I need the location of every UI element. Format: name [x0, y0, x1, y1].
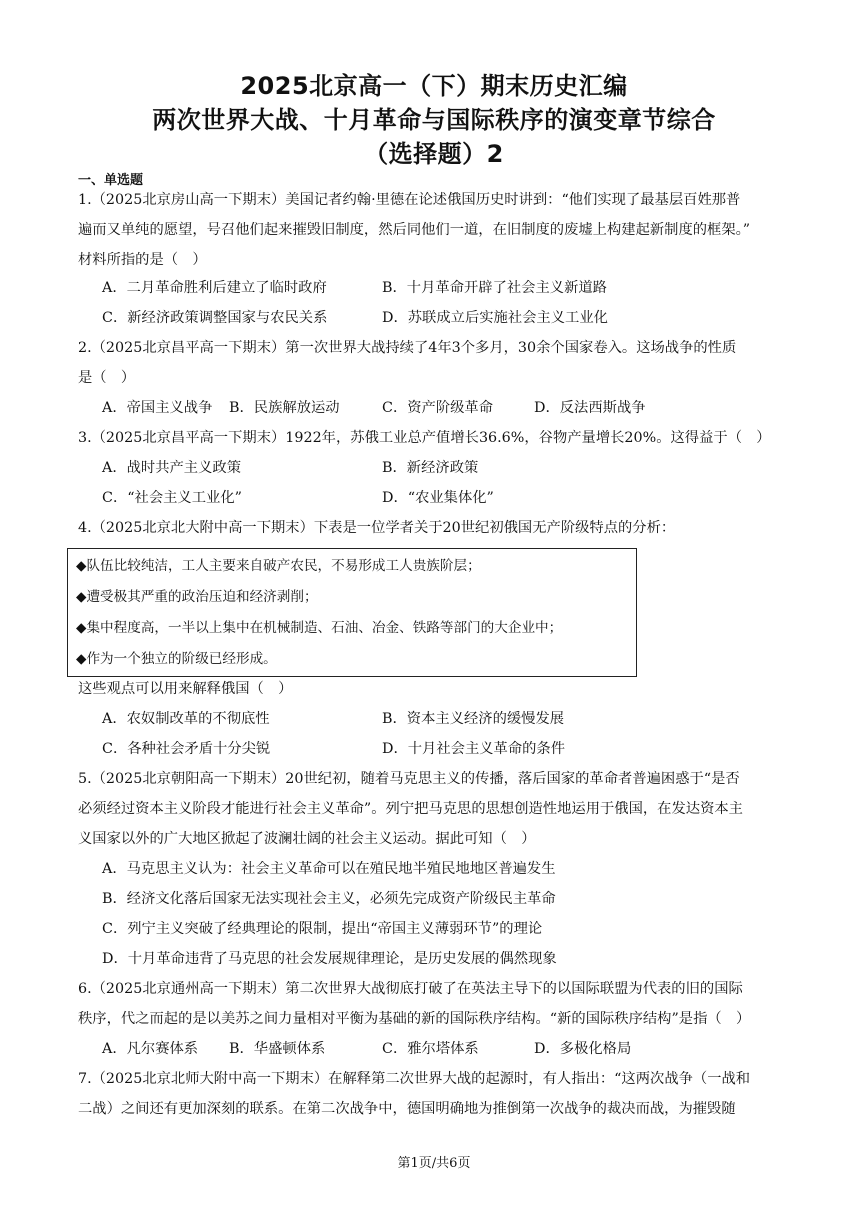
stem-line: 4.（2025北京北大附中高一下期末）下表是一位学者关于20世纪初俄国无产阶级特点的分析：: [78, 520, 676, 536]
option-c: C．新经济政策调整国家与农民关系: [102, 310, 328, 326]
analysis-table: [67, 548, 637, 677]
option-d: D．十月革命违背了马克思的社会发展规律理论，是历史发展的偶然现象: [102, 951, 557, 967]
stem-line: 7.（2025北京北师大附中高一下期末）在解释第二次世界大战的起源时，有人指出：“这两次战争（一战和: [78, 1071, 751, 1087]
option-c: C．各种社会矛盾十分尖锐: [102, 741, 271, 757]
option-c: C．“社会主义工业化”: [102, 490, 242, 506]
question-3-stem: [78, 423, 794, 453]
question-7-stem: [78, 1064, 794, 1124]
option-b: B．资本主义经济的缓慢发展: [382, 711, 565, 727]
stem-line: 材料所指的是（ ）: [78, 252, 207, 268]
stem-line: 这些观点可以用来解释俄国（ ）: [78, 681, 293, 697]
stem-line: 5.（2025北京朝阳高一下期末）20世纪初，随着马克思主义的传播，落后国家的革命者普遍困惑于“是否: [78, 771, 740, 787]
question-6-options: [102, 1034, 802, 1064]
option-b: B．新经济政策: [382, 460, 479, 476]
option-c: C．列宁主义突破了经典理论的限制，提出“帝国主义薄弱环节”的理论: [102, 921, 543, 937]
table-row: ◆遭受极其严重的政治压迫和经济剥削；: [76, 589, 318, 605]
question-4-options-row2: [102, 734, 802, 764]
question-6-stem: [78, 974, 794, 1034]
stem-line: 必须经过资本主义阶段才能进行社会主义革命”。列宁把马克思的思想创造性地运用于俄国，在发达资本主: [78, 801, 743, 817]
question-5-stem: [78, 764, 794, 854]
doc-title-line3: （选择题）2: [364, 140, 504, 168]
question-1-stem: [78, 185, 794, 275]
doc-title-line1: 2025北京高一（下）期末历史汇编: [240, 72, 628, 100]
option-b: B．华盛顿体系: [229, 1041, 326, 1057]
section-heading: 一、单选题: [78, 173, 144, 188]
question-5-option-a: [102, 854, 802, 884]
option-a: A．凡尔赛体系: [102, 1041, 199, 1057]
stem-line: 秩序，代之而起的是以美苏之间力量相对平衡为基础的新的国际秩序结构。“新的国际秩序结构”是指（ ）: [78, 1011, 751, 1027]
option-a: A．农奴制改革的不彻底性: [102, 711, 270, 727]
option-d: D．苏联成立后实施社会主义工业化: [382, 310, 608, 326]
option-c: C．资产阶级革命: [382, 400, 494, 416]
table-row: ◆作为一个独立的阶级已经形成。: [76, 651, 277, 667]
option-d: D．反法西斯战争: [534, 400, 646, 416]
stem-line: 6.（2025北京通州高一下期末）第二次世界大战彻底打破了在英法主导下的以国际联盟为代表的旧的国际: [78, 981, 743, 997]
stem-line: 是（ ）: [78, 370, 136, 386]
option-a: A．二月革命胜利后建立了临时政府: [102, 280, 327, 296]
question-2-options: [102, 393, 802, 423]
question-1-options-row2: [102, 303, 802, 333]
option-b: B．民族解放运动: [229, 400, 340, 416]
stem-line: 义国家以外的广大地区掀起了波澜壮阔的社会主义运动。据此可知（ ）: [78, 831, 536, 847]
option-b: B．十月革命开辟了社会主义新道路: [382, 280, 607, 296]
stem-line: 二战）之间还有更加深刻的联系。在第二次战争中，德国明确地为推倒第一次战争的裁决而战，为摧毁随: [78, 1101, 736, 1117]
stem-line: 2.（2025北京昌平高一下期末）第一次世界大战持续了4年3个多月，30余个国家卷入。这场战争的性质: [78, 340, 737, 356]
table-row: ◆队伍比较纯洁，工人主要来自破产农民，不易形成工人贵族阶层；: [76, 558, 481, 574]
question-5-option-b: [102, 884, 802, 914]
stem-line: 3.（2025北京昌平高一下期末）1922年，苏俄工业总产值增长36.6%，谷物产量增长20%。这得益于（ ）: [78, 430, 771, 446]
question-5-option-d: [102, 944, 802, 974]
question-3-options-row1: [102, 453, 802, 483]
doc-title-line2: 两次世界大战、十月革命与国际秩序的演变章节综合: [152, 106, 716, 134]
option-c: C．雅尔塔体系: [382, 1041, 479, 1057]
option-d: D．“农业集体化”: [382, 490, 494, 506]
stem-line: 1.（2025北京房山高一下期末）美国记者约翰·里德在论述俄国历史时讲到：“他们实现了最基层百姓那普: [78, 192, 741, 208]
option-a: A．战时共产主义政策: [102, 460, 241, 476]
question-4-prompt: [78, 674, 794, 704]
question-5-option-c: [102, 914, 802, 944]
option-d: D．多极化格局: [534, 1041, 632, 1057]
question-4-stem: [78, 513, 794, 543]
question-2-stem: [78, 333, 794, 393]
page-footer: 第1页/共6页: [397, 1156, 471, 1171]
option-d: D．十月社会主义革命的条件: [382, 741, 566, 757]
option-b: B．经济文化落后国家无法实现社会主义，必须先完成资产阶级民主革命: [102, 891, 556, 907]
option-a: A．帝国主义战争: [102, 400, 213, 416]
question-1-options-row1: [102, 273, 802, 303]
question-3-options-row2: [102, 483, 802, 513]
option-a: A．马克思主义认为：社会主义革命可以在殖民地半殖民地地区普遍发生: [102, 861, 556, 877]
question-4-options-row1: [102, 704, 802, 734]
table-row: ◆集中程度高，一半以上集中在机械制造、石油、冶金、铁路等部门的大企业中；: [76, 620, 563, 636]
stem-line: 遍而又单纯的愿望，号召他们起来摧毁旧制度，然后同他们一道，在旧制度的废墟上构建起新制度的框架。”: [78, 222, 751, 238]
